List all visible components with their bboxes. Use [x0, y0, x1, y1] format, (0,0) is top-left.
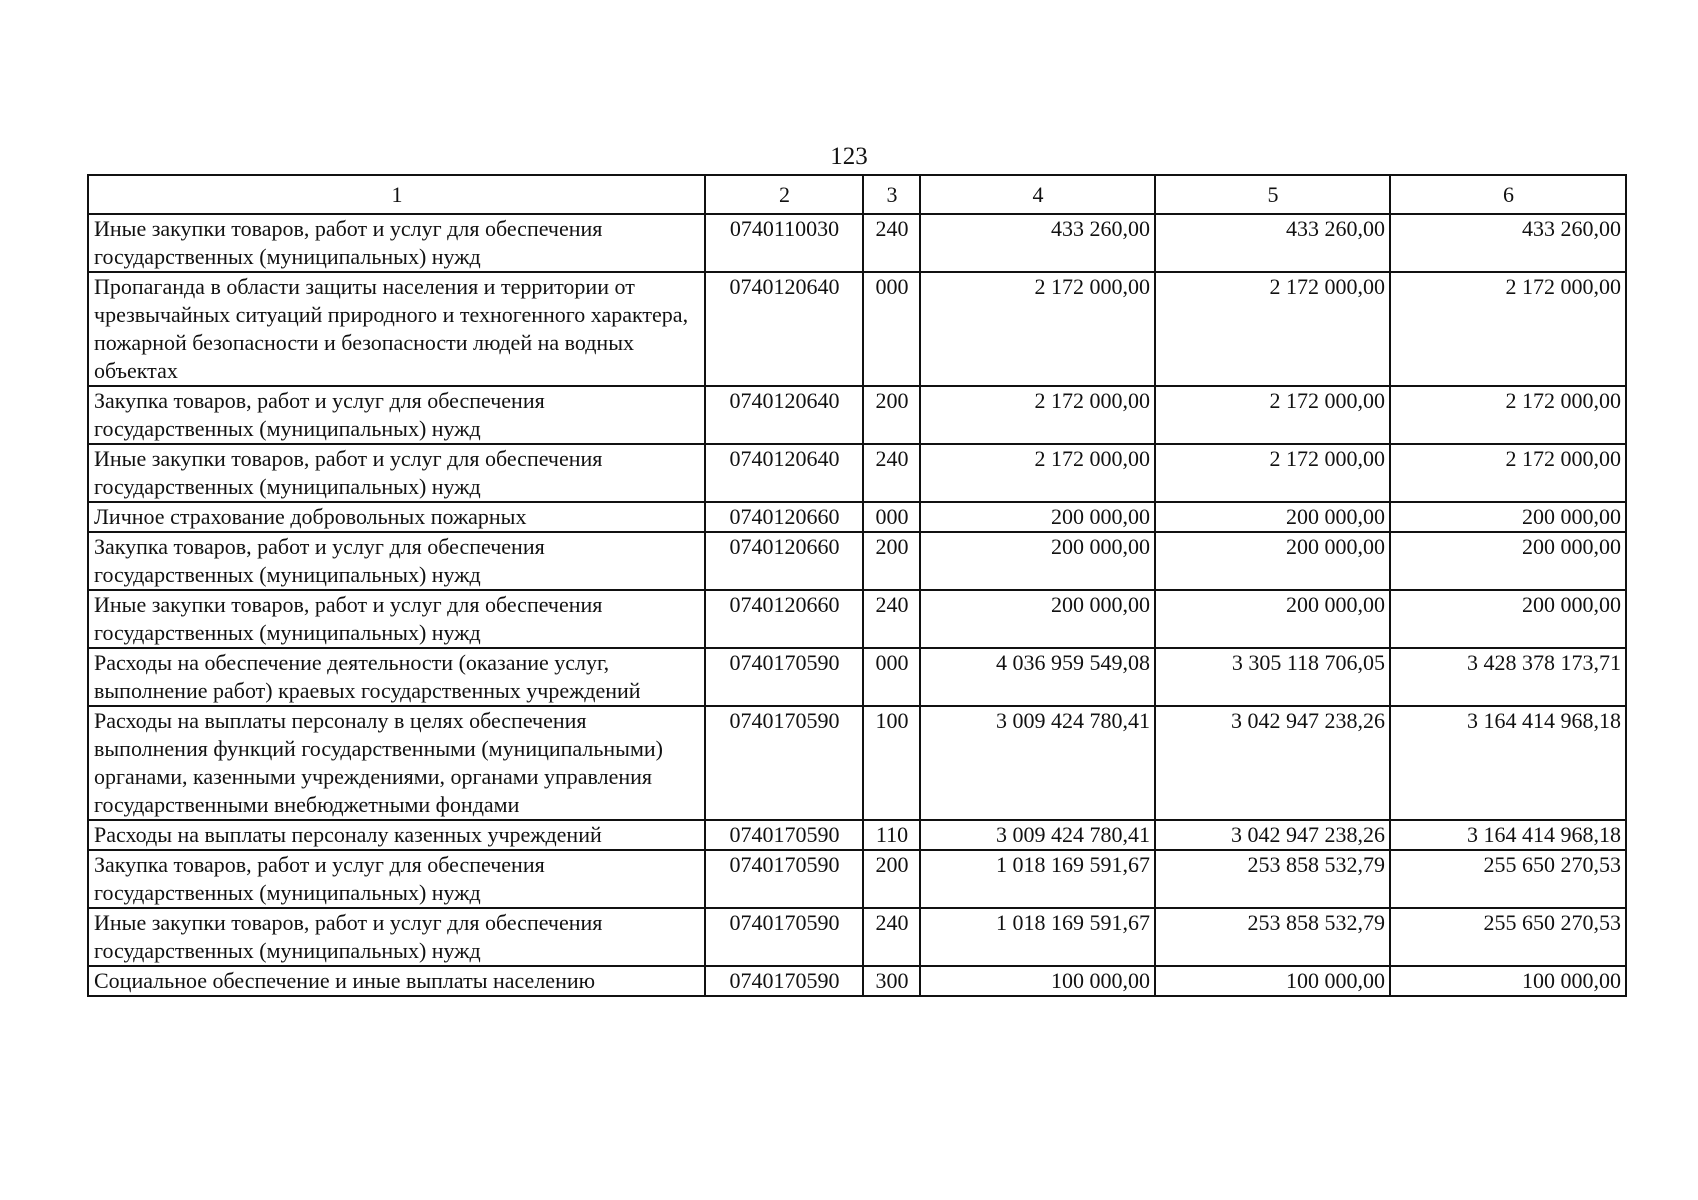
row-amount-5: 200 000,00 — [1155, 502, 1390, 532]
row-target-code: 0740170590 — [705, 706, 863, 820]
row-amount-6: 3 164 414 968,18 — [1390, 706, 1626, 820]
row-amount-5: 253 858 532,79 — [1155, 908, 1390, 966]
table-row — [88, 850, 1626, 908]
row-description: Иные закупки товаров, работ и услуг для обеспечения государственных (муниципальных) нужд — [88, 214, 705, 272]
table-row — [88, 532, 1626, 590]
row-target-code: 0740170590 — [705, 850, 863, 908]
row-amount-4: 1 018 169 591,67 — [920, 850, 1155, 908]
row-description: Расходы на выплаты персоналу казенных учреждений — [88, 820, 705, 850]
column-header-1: 1 — [88, 175, 705, 214]
row-target-code: 0740120640 — [705, 386, 863, 444]
row-amount-5: 2 172 000,00 — [1155, 444, 1390, 502]
row-amount-6: 255 650 270,53 — [1390, 908, 1626, 966]
row-amount-4: 3 009 424 780,41 — [920, 820, 1155, 850]
row-expense-type: 200 — [863, 850, 920, 908]
row-description: Расходы на обеспечение деятельности (оказание услуг, выполнение работ) краевых государственных учреждений — [88, 648, 705, 706]
row-description: Социальное обеспечение и иные выплаты населению — [88, 966, 705, 996]
row-target-code: 0740170590 — [705, 908, 863, 966]
row-amount-4: 200 000,00 — [920, 502, 1155, 532]
table-row — [88, 706, 1626, 820]
row-amount-6: 433 260,00 — [1390, 214, 1626, 272]
table-row — [88, 214, 1626, 272]
table-row — [88, 966, 1626, 996]
table-row — [88, 272, 1626, 386]
row-description: Иные закупки товаров, работ и услуг для обеспечения государственных (муниципальных) нужд — [88, 590, 705, 648]
table-row — [88, 444, 1626, 502]
row-target-code: 0740170590 — [705, 648, 863, 706]
row-description: Личное страхование добровольных пожарных — [88, 502, 705, 532]
column-header-3: 3 — [863, 175, 920, 214]
row-amount-4: 1 018 169 591,67 — [920, 908, 1155, 966]
row-description: Пропаганда в области защиты населения и территории от чрезвычайных ситуаций природного и техногенного характера, пожарной безопасности и безопасности людей на водных объектах — [88, 272, 705, 386]
row-amount-5: 253 858 532,79 — [1155, 850, 1390, 908]
row-amount-5: 200 000,00 — [1155, 590, 1390, 648]
row-amount-6: 100 000,00 — [1390, 966, 1626, 996]
row-expense-type: 240 — [863, 444, 920, 502]
table-row — [88, 590, 1626, 648]
column-header-5: 5 — [1155, 175, 1390, 214]
row-description: Иные закупки товаров, работ и услуг для обеспечения государственных (муниципальных) нужд — [88, 444, 705, 502]
row-amount-5: 3 042 947 238,26 — [1155, 820, 1390, 850]
row-amount-5: 100 000,00 — [1155, 966, 1390, 996]
row-amount-5: 3 305 118 706,05 — [1155, 648, 1390, 706]
row-target-code: 0740120640 — [705, 444, 863, 502]
row-target-code: 0740170590 — [705, 820, 863, 850]
row-expense-type: 200 — [863, 386, 920, 444]
table-row — [88, 502, 1626, 532]
row-expense-type: 240 — [863, 590, 920, 648]
row-amount-5: 3 042 947 238,26 — [1155, 706, 1390, 820]
table-row — [88, 820, 1626, 850]
row-amount-6: 200 000,00 — [1390, 532, 1626, 590]
row-amount-4: 200 000,00 — [920, 590, 1155, 648]
row-target-code: 0740120660 — [705, 590, 863, 648]
row-target-code: 0740120640 — [705, 272, 863, 386]
row-expense-type: 100 — [863, 706, 920, 820]
row-expense-type: 000 — [863, 502, 920, 532]
row-amount-6: 2 172 000,00 — [1390, 272, 1626, 386]
row-target-code: 0740120660 — [705, 532, 863, 590]
row-amount-6: 2 172 000,00 — [1390, 444, 1626, 502]
row-expense-type: 300 — [863, 966, 920, 996]
table-row — [88, 648, 1626, 706]
row-description: Расходы на выплаты персоналу в целях обеспечения выполнения функций государственными (муниципальными) органами, казенными учреждениями, органами управления государственными внебюджетными фондами — [88, 706, 705, 820]
row-description: Иные закупки товаров, работ и услуг для обеспечения государственных (муниципальных) нужд — [88, 908, 705, 966]
row-amount-4: 2 172 000,00 — [920, 386, 1155, 444]
row-expense-type: 000 — [863, 648, 920, 706]
table-row — [88, 908, 1626, 966]
row-amount-5: 200 000,00 — [1155, 532, 1390, 590]
row-expense-type: 000 — [863, 272, 920, 386]
row-description: Закупка товаров, работ и услуг для обеспечения государственных (муниципальных) нужд — [88, 532, 705, 590]
column-header-2: 2 — [705, 175, 863, 214]
row-description: Закупка товаров, работ и услуг для обеспечения государственных (муниципальных) нужд — [88, 850, 705, 908]
row-amount-5: 2 172 000,00 — [1155, 272, 1390, 386]
page-number: 123 — [830, 143, 868, 170]
column-header-4: 4 — [920, 175, 1155, 214]
row-expense-type: 200 — [863, 532, 920, 590]
row-amount-6: 3 164 414 968,18 — [1390, 820, 1626, 850]
row-amount-4: 433 260,00 — [920, 214, 1155, 272]
row-target-code: 0740110030 — [705, 214, 863, 272]
table-header-row — [88, 175, 1626, 214]
column-header-6: 6 — [1390, 175, 1626, 214]
table-row — [88, 386, 1626, 444]
row-description: Закупка товаров, работ и услуг для обеспечения государственных (муниципальных) нужд — [88, 386, 705, 444]
row-expense-type: 240 — [863, 214, 920, 272]
budget-table — [87, 174, 1627, 997]
row-amount-4: 100 000,00 — [920, 966, 1155, 996]
row-amount-6: 200 000,00 — [1390, 502, 1626, 532]
row-amount-6: 200 000,00 — [1390, 590, 1626, 648]
row-target-code: 0740170590 — [705, 966, 863, 996]
row-amount-6: 2 172 000,00 — [1390, 386, 1626, 444]
row-target-code: 0740120660 — [705, 502, 863, 532]
row-expense-type: 110 — [863, 820, 920, 850]
row-amount-4: 2 172 000,00 — [920, 272, 1155, 386]
row-amount-6: 3 428 378 173,71 — [1390, 648, 1626, 706]
row-amount-5: 433 260,00 — [1155, 214, 1390, 272]
row-amount-4: 200 000,00 — [920, 532, 1155, 590]
row-amount-4: 4 036 959 549,08 — [920, 648, 1155, 706]
row-expense-type: 240 — [863, 908, 920, 966]
row-amount-5: 2 172 000,00 — [1155, 386, 1390, 444]
row-amount-4: 2 172 000,00 — [920, 444, 1155, 502]
row-amount-4: 3 009 424 780,41 — [920, 706, 1155, 820]
row-amount-6: 255 650 270,53 — [1390, 850, 1626, 908]
